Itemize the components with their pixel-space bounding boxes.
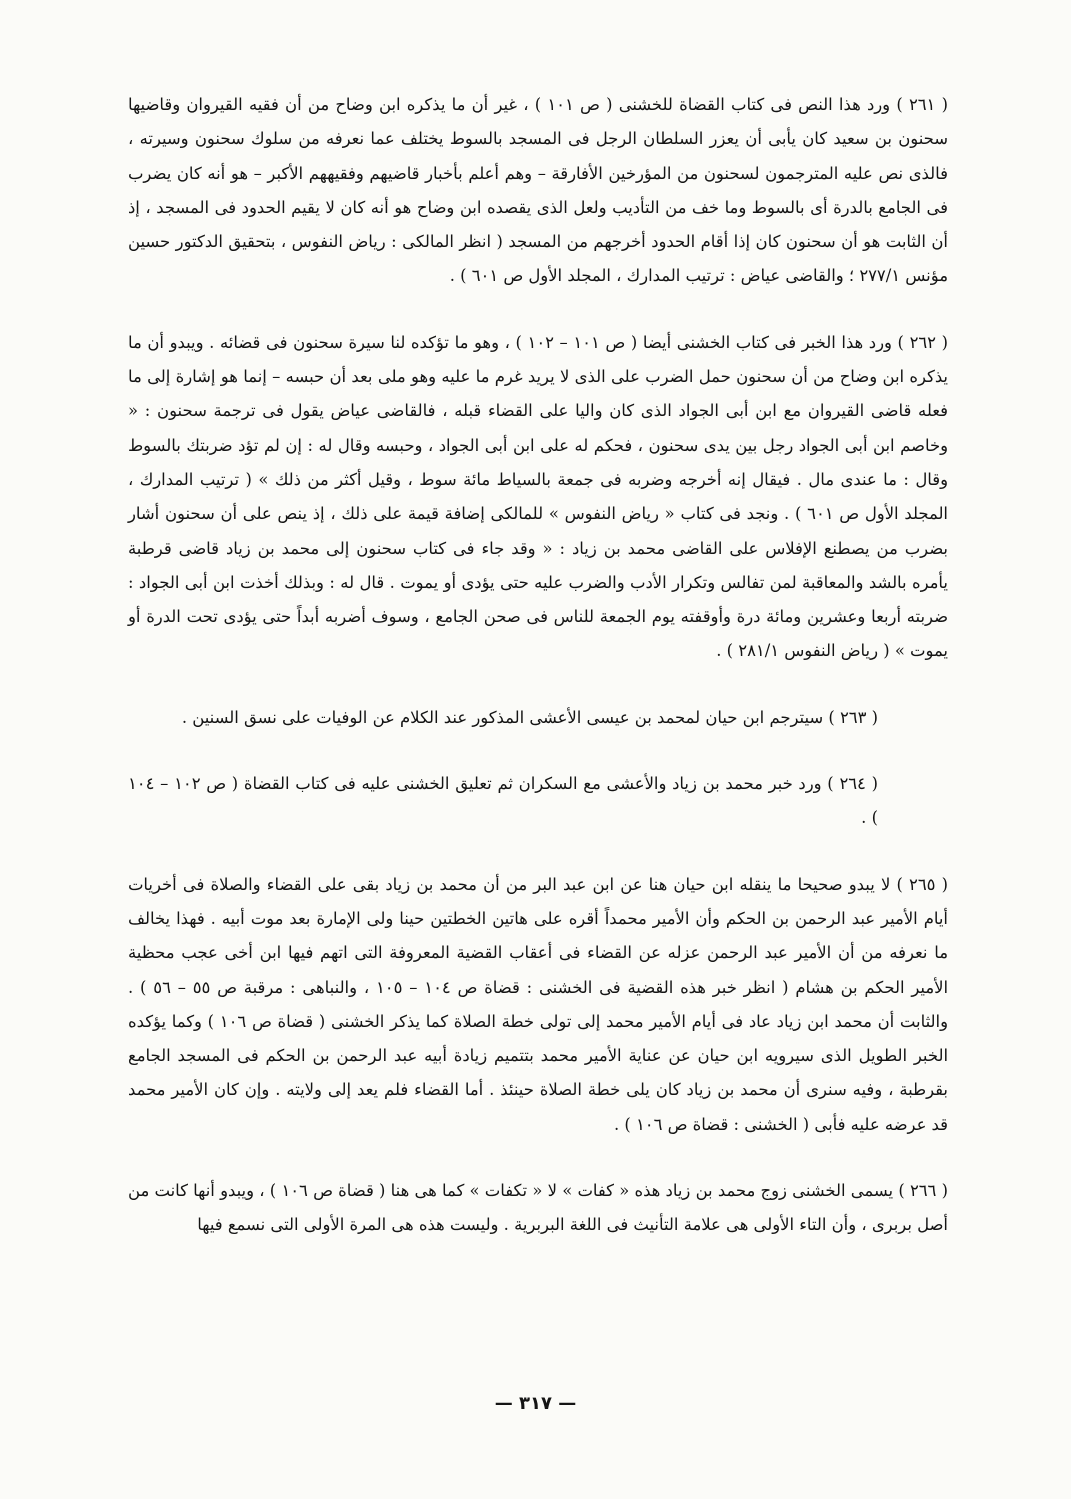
footnote-265 [128, 868, 948, 1142]
footnote-262 [128, 326, 948, 669]
footnote-264-text: ( ٢٦٤ ) ورد خبر محمد بن زياد والأعشى مع السكران ثم تعليق الخشنى عليه فى كتاب القضاة ( ص ١٠٢ – ١٠٤ ) . [128, 774, 878, 828]
page-number: — ٣١٧ — [494, 1393, 577, 1414]
footnote-262-text: ( ٢٦٢ ) ورد هذا الخبر فى كتاب الخشنى أيضا ( ص ١٠١ – ١٠٢ ) ، وهو ما تؤكده لنا سيرة سحنون فى قضائه . ويبدو أن ما يذكره ابن وضاح من أن سحنون حمل الضرب على الذى لا يريد غرم ما عليه وهو ملى بعد أن حبسه – إنما هو إشارة إلى ما فعله قاضى القيروان مع ابن أبى الجواد الذى كان واليا على القضاء قبله ، فالقاضى عياض يقول فى ترجمة سحنون : « وخاصم ابن أبى الجواد رجل بين يدى سحنون ، فحكم له على ابن أبى الجواد ، وحبسه وقال له : إن لم تؤد ضربتك بالسوط وقال : ما عندى مال . فيقال إنه أخرجه وضربه فى جمعة بالسياط مائة سوط ، وقيل أكثر من ذلك » ( ترتيب المدارك ، المجلد الأول ص ٦٠١ ) . ونجد فى كتاب « رياض النفوس » للمالكى إضافة قيمة على ذلك ، إذ ينص على أن سحنون أشار بضرب من يصطنع الإفلاس على القاضى محمد بن زياد : « وقد جاء فى كتاب سحنون إلى محمد بن زياد قاضى قرطبة يأمره بالشد والمعاقبة لمن تفالس وتكرار الأدب والضرب عليه حتى يؤدى أو يموت . قال له : وبذلك أخذت ابن أبى الجواد : ضربته أربعا وعشرين ومائة درة وأوقفته يوم الجمعة للناس فى صحن الجامع ، وسوف أضربه أبداً حتى يؤدى تحت الدرة أو يموت » ( رياض النفوس ٢٨١/١ ) . [128, 332, 948, 661]
footnote-261-text: ( ٢٦١ ) ورد هذا النص فى كتاب القضاة للخشنى ( ص ١٠١ ) ، غير أن ما يذكره ابن وضاح من أن فقيه القيروان وقاضيها سحنون بن سعيد كان يأبى أن يعزر السلطان الرجل فى المسجد بالسوط يختلف عما نعرفه من سلوك سحنون وسيرته ، فالذى نص عليه المترجمون لسحنون من المؤرخين الأفارقة – وهم أعلم بأخبار قاضيهم وفقيههم الأكبر – هو أنه كان يضرب فى الجامع بالدرة أى بالسوط وما خف من التأديب ولعل الذى يقصده ابن وضاح هو أنه كان لا يقيم الحدود فى المسجد ، إذ أن الثابت هو أن سحنون كان إذا أقام الحدود أخرجهم من المسجد ( انظر المالكى : رياض النفوس ، بتحقيق الدكتور حسين مؤنس ٢٧٧/١ ؛ والقاضى عياض : ترتيب المدارك ، المجلد الأول ص ٦٠١ ) . [128, 95, 948, 286]
footnote-263 [128, 701, 948, 735]
footnote-263-text: ( ٢٦٣ ) سيترجم ابن حيان لمحمد بن عيسى الأعشى المذكور عند الكلام عن الوفيات على نسق السنين . [181, 707, 878, 727]
footnote-266-text: ( ٢٦٦ ) يسمى الخشنى زوج محمد بن زياد هذه « كفات » لا « تكفات » كما هى هنا ( قضاة ص ١٠٦ ) ، ويبدو أنها كانت من أصل بربرى ، وأن التاء الأولى هى علامة التأنيث فى اللغة البربرية . وليست هذه هى المرة الأولى التى نسمع فيها [128, 1181, 949, 1235]
page-body [128, 88, 948, 1243]
footnote-265-text: ( ٢٦٥ ) لا يبدو صحيحا ما ينقله ابن حيان هنا عن ابن عبد البر من أن محمد بن زياد بقى على القضاء والصلاة فى أخريات أيام الأمير عبد الرحمن بن الحكم وأن الأمير محمداً أقره على هاتين الخطتين حينا ولى الإمارة بعد موت أبيه . فهذا يخالف ما نعرفه من أن الأمير عبد الرحمن عزله عن القضاء فى أعقاب القضية المعروفة التى اتهم فيها ابن أخى عجب محظية الأمير الحكم بن هشام ( انظر خبر هذه القضية فى الخشنى : قضاة ص ١٠٤ – ١٠٥ ، والنباهى : مرقبة ص ٥٥ – ٥٦ ) . والثابت أن محمد ابن زياد عاد فى أيام الأمير محمد إلى تولى خطة الصلاة كما يذكر الخشنى ( قضاة ص ١٠٦ ) وكما يؤكده الخبر الطويل الذى سيرويه ابن حيان عن عناية الأمير محمد بتتميم زيادة أبيه عبد الرحمن بن الحكم فى المسجد الجامع بقرطبة ، وفيه سنرى أن محمد بن زياد كان يلى خطة الصلاة حينئذ . أما القضاء فلم يعد إلى ولايته . وإن كان الأمير محمد قد عرضه عليه فأبى ( الخشنى : قضاة ص ١٠٦ ) . [128, 874, 949, 1134]
footnote-266 [128, 1174, 948, 1243]
footnote-261 [128, 88, 948, 294]
footnote-264 [128, 767, 948, 836]
